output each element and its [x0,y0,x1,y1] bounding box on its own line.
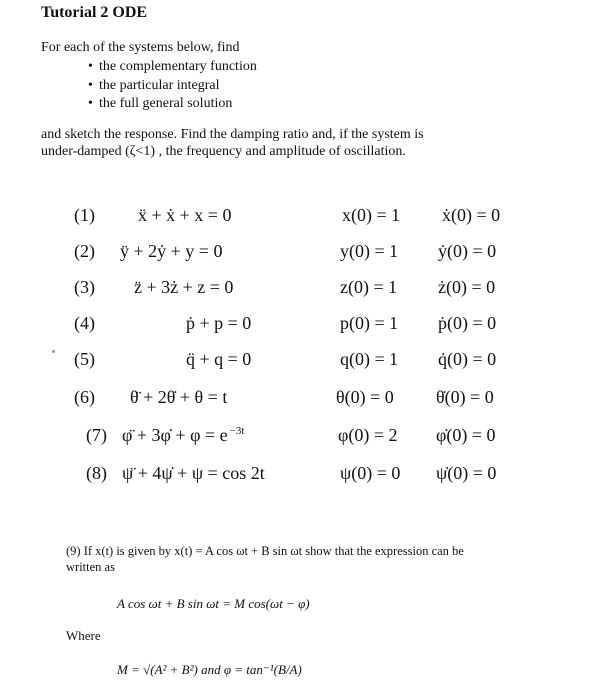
initial-derivative-condition: φ̇(0) = 0 [436,425,496,445]
task-item: • the full general solution [88,95,257,114]
system-number: (2) [74,241,95,261]
system-row [74,387,544,423]
initial-condition: q(0) = 1 [340,349,399,369]
system-number: (1) [74,205,95,225]
initial-derivative-condition: ż(0) = 0 [438,277,496,297]
system-row [74,313,544,349]
initial-condition: p(0) = 1 [340,313,399,333]
initial-derivative-condition: ṗ(0) = 0 [438,313,497,333]
system-row [74,205,544,241]
initial-derivative-condition: ẏ(0) = 0 [438,241,497,261]
instructions-line: and sketch the response. Find the damping ratio and, if the system is [41,127,424,142]
initial-derivative-condition: ẋ(0) = 0 [442,205,501,225]
stray-dot [52,350,55,353]
system-number: (6) [74,387,95,407]
system-row [74,349,544,385]
initial-condition: ψ(0) = 0 [340,463,401,483]
system-number: (4) [74,313,95,333]
system-number: (5) [74,349,95,369]
question-9-line: (9) If x(t) is given by x(t) = A cos ωt + B sin ωt show that the expression can be [66,544,464,558]
system-equation: ÿ + 2ẏ + y = 0 [120,241,223,261]
where-label: Where [66,628,101,643]
task-item: • the complementary function [88,58,257,77]
system-equation: θ̈ + 2θ̇ + θ = t [130,387,228,407]
initial-derivative-condition: q̇(0) = 0 [438,349,497,369]
identity-expression: A cos ωt + B sin ωt = M cos(ωt − φ) [117,596,310,611]
system-equation: ẍ + ẋ + x = 0 [138,205,232,225]
initial-derivative-condition: θ̇(0) = 0 [436,387,494,407]
system-row [74,463,544,499]
initial-condition: φ(0) = 2 [338,425,398,445]
question-9 [66,543,464,575]
instructions-paragraph [41,126,424,160]
intro-text: For each of the systems below, find [41,40,240,55]
system-equation: z̈ + 3ż + z = 0 [134,277,234,297]
system-equation: ψ̈ + 4ψ̇ + ψ = cos 2t [122,463,265,483]
question-9-line: written as [66,560,115,574]
task-list [88,58,257,114]
system-row [74,277,544,313]
system-equation [122,425,244,446]
exponent: −3t [229,425,245,437]
initial-condition: y(0) = 1 [340,241,399,261]
instructions-line: under-damped (ζ<1) , the frequency and amplitude of oscillation. [41,144,406,159]
initial-derivative-condition: ψ̇(0) = 0 [436,463,497,483]
equation-body: φ̈ + 3φ̇ + φ = e [122,425,228,445]
system-row [74,425,544,461]
system-number: (3) [74,277,95,297]
initial-condition: x(0) = 1 [342,205,401,225]
system-equation: ṗ + p = 0 [186,313,252,333]
system-row [74,241,544,277]
amplitude-phase-definition: M = √(A² + B²) and φ = tan⁻¹(B/A) [117,662,302,677]
initial-condition: θ(0) = 0 [336,387,394,407]
page-title: Tutorial 2 ODE [41,4,148,21]
task-item: • the particular integral [88,77,257,96]
initial-condition: z(0) = 1 [340,277,398,297]
system-number: (8) [86,463,107,483]
system-equation: q̈ + q = 0 [186,349,252,369]
system-number: (7) [86,425,107,445]
